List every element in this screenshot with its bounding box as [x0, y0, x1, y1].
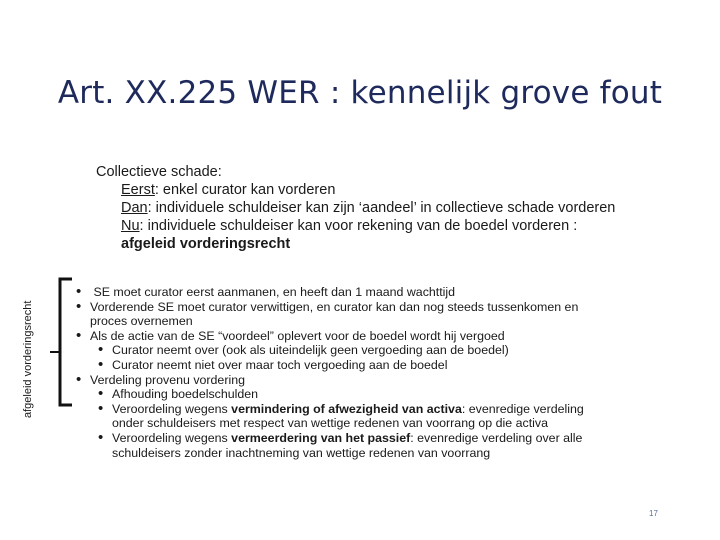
- dan-label: Dan: [121, 200, 148, 216]
- bullet-icon: •: [98, 385, 104, 403]
- eerst-label: Eerst: [121, 182, 155, 198]
- list-item: • Verdeling provenu vordering: [76, 370, 245, 388]
- bullet-icon: •: [76, 370, 82, 388]
- bullet-icon: •: [98, 355, 104, 373]
- list-subitem: • Afhouding boedelschulden: [98, 385, 259, 403]
- list-subitem: • Curator neemt niet over maar toch vergoeding aan de boedel: [98, 355, 448, 373]
- nu-bold: afgeleid vorderingsrecht: [121, 236, 291, 252]
- page-number: 17: [649, 509, 658, 518]
- intro-block: [96, 163, 656, 253]
- slide-title: Art. XX.225 WER : kennelijk grove fout: [57, 75, 663, 111]
- bullet-icon: •: [76, 283, 82, 300]
- bullet-icon: •: [76, 326, 82, 344]
- eerst-text: : enkel curator kan vorderen: [154, 182, 336, 198]
- list-item: • Vorderende SE moet curator verwittigen, en curator kan dan nog steeds tussenkomen en: [76, 297, 579, 315]
- bullet-icon: •: [98, 428, 104, 446]
- intro-heading: Collectieve schade:: [96, 164, 222, 180]
- intro-nu: [96, 217, 656, 253]
- list-item-cont: proces overnemen: [90, 314, 193, 329]
- dan-text: : individuele schuldeiser kan zijn ‘aandeel’ in collectieve schade vorderen: [147, 200, 616, 216]
- list-item: • Als de actie van de SE “voordeel” oplevert voor de boedel wordt hij vergoed: [76, 326, 505, 344]
- intro-eerst: [96, 181, 656, 199]
- list-subitem: • Veroordeling wegens vermindering of afwezigheid van activa: evenredige verdeling: [98, 399, 584, 417]
- list-subitem-cont: schuldeisers zonder inachtneming van wettige redenen van voorrang: [112, 445, 491, 460]
- nu-text: : individuele schuldeiser kan voor rekening van de boedel vorderen :: [139, 218, 578, 234]
- bullet-list: [76, 285, 696, 460]
- bullet-icon: •: [98, 341, 104, 359]
- nu-label: Nu: [121, 218, 140, 234]
- intro-dan: [96, 199, 656, 217]
- list-subitem-cont: onder schuldeisers met respect van wettige redenen van voorrang op die activa: [112, 416, 548, 431]
- list-subitem: • Curator neemt over (ook als uiteindelijk geen vergoeding aan de boedel): [98, 341, 509, 359]
- list-item: • SE moet curator eerst aanmanen, en heeft dan 1 maand wachttijd: [76, 283, 456, 300]
- bullet-icon: •: [76, 297, 82, 315]
- list-subitem: • Veroordeling wegens vermeerdering van het passief: evenredige verdeling over alle: [98, 428, 583, 446]
- bullet-icon: •: [98, 399, 104, 417]
- side-label: afgeleid vorderingsrecht: [22, 300, 34, 418]
